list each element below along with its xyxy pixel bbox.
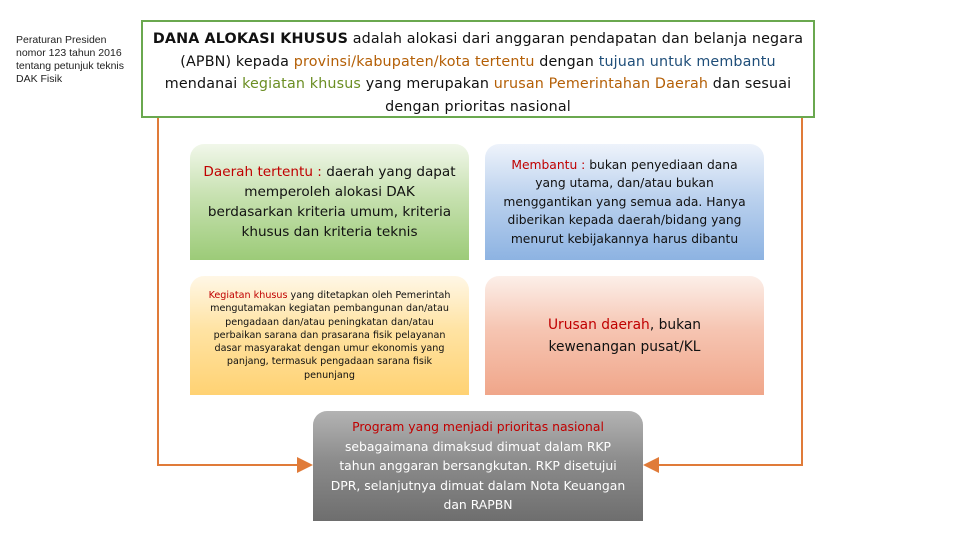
card-urusan-text: , bukan kewenangan pusat/KL: [548, 316, 702, 355]
definition-highlight-activity: kegiatan khusus: [242, 76, 362, 92]
card-kegiatan-text: yang ditetapkan oleh Pemerintah mengutamakan kegiatan pembangunan dan/atau pengadaan dan/atau peningkatan dan/atau perbaikan sarana dan prasarana fisik pelayanan dasar masyarakat dengan umur ekonomis yang panjang, termasuk pengadaan sarana fisik penunjang: [210, 289, 451, 381]
card-daerah-tertentu: [190, 144, 469, 260]
card-kegiatan-khusus: [190, 276, 469, 395]
definition-highlight-purpose: tujuan untuk membantu: [598, 53, 776, 70]
card-urusan-content: [505, 314, 744, 358]
definition-text-3: mendanai: [164, 76, 243, 92]
card-daerah-text: daerah yang dapat memperoleh alokasi DAK berdasarkan kriteria umum, kriteria khusus dan kriteria teknis: [207, 164, 456, 240]
card-membantu-term: Membantu :: [511, 157, 586, 172]
card-urusan-daerah: [485, 276, 764, 395]
card-membantu: [485, 144, 764, 260]
definition-term: DANA ALOKASI KHUSUS: [152, 31, 349, 47]
definition-text-1: adalah alokasi dari anggaran pendapatan dan belanja negara (APBN) kepada: [180, 31, 804, 70]
card-membantu-content: [495, 156, 754, 249]
definition-text-4: yang merupakan: [361, 76, 494, 92]
card-membantu-text: bukan penyediaan dana yang utama, dan/atau bukan menggantikan yang semua ada. Hanya diberikan kepada daerah/bidang yang menurut kebijakannya harus dibantu: [503, 157, 746, 246]
card-kegiatan-term: Kegiatan khusus: [208, 289, 288, 301]
card-daerah-content: [200, 162, 459, 242]
card-kegiatan-content: [202, 289, 457, 382]
definition-text-2: dengan: [534, 53, 599, 70]
card-program-term: Program yang menjadi prioritas nasional: [352, 419, 604, 435]
definition-highlight-affairs: urusan Pemerintahan Daerah: [493, 76, 709, 92]
card-program-text: sebagaimana dimaksud dimuat dalam RKP tahun anggaran bersangkutan. RKP disetujui DPR, selanjutnya dimuat dalam Nota Keuangan dan RAPBN: [330, 438, 626, 513]
card-program-prioritas: [313, 411, 643, 521]
card-program-content: [325, 417, 631, 515]
definition-box: [141, 20, 815, 118]
card-urusan-term: Urusan daerah: [547, 316, 650, 333]
definition-highlight-region: provinsi/kabupaten/kota tertentu: [293, 53, 535, 70]
definition-text-5: dan sesuai dengan prioritas nasional: [385, 76, 792, 115]
regulation-note: Peraturan Presiden nomor 123 tahun 2016 tentang petunjuk teknis DAK Fisik: [16, 34, 124, 85]
card-daerah-term: Daerah tertentu :: [203, 164, 322, 180]
